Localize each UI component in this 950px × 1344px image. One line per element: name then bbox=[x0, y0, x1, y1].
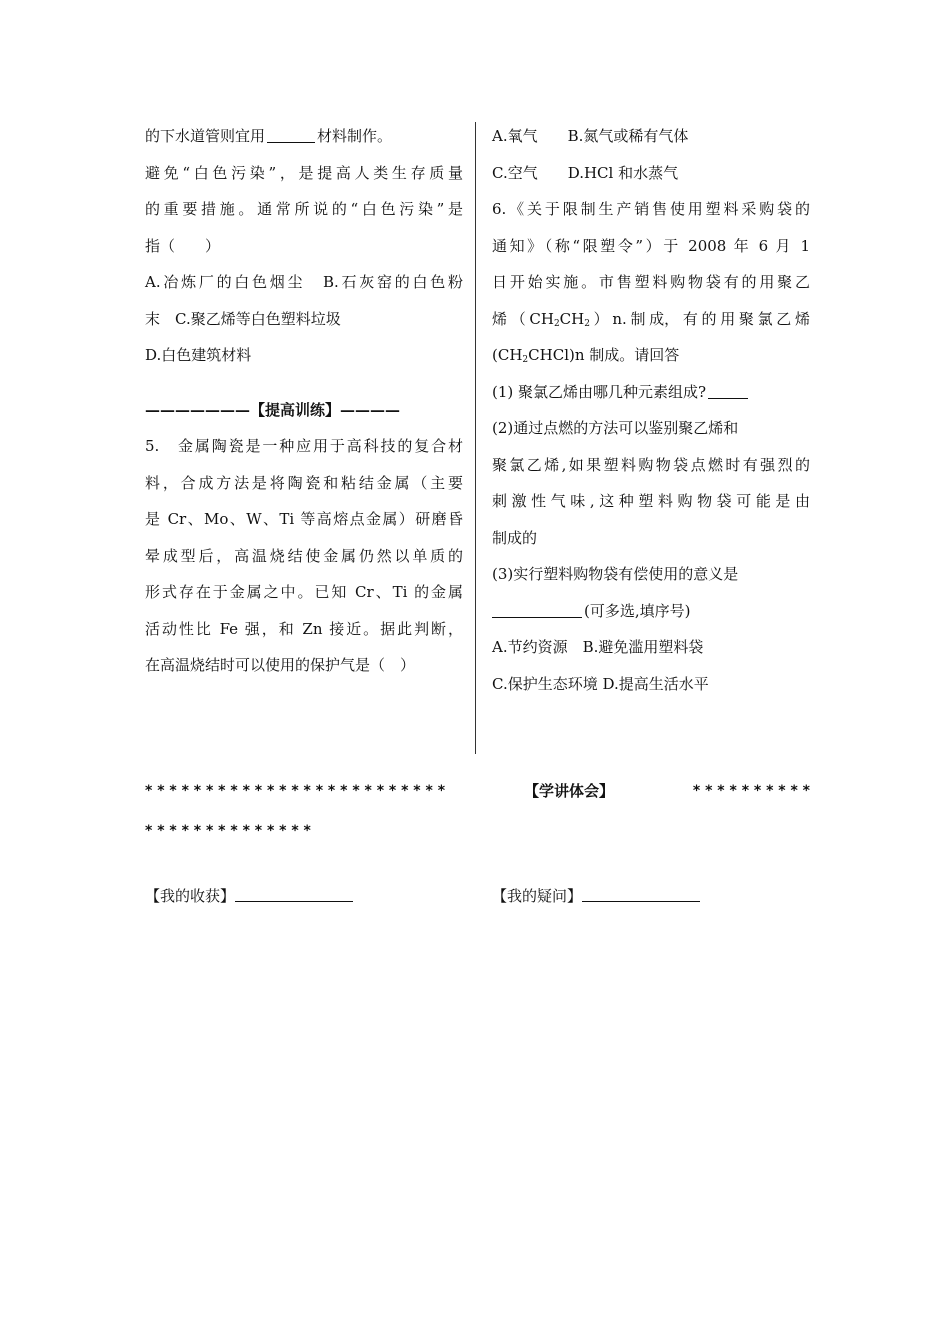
question-line: (3)实行塑料购物袋有偿使用的意义是 bbox=[492, 565, 739, 583]
option-line: 末 C.聚乙烯等白色塑料垃圾 bbox=[145, 309, 341, 328]
question-line: 制成的 bbox=[492, 528, 538, 547]
question-line: 烯 （ $CH_2CH_2$ ） n. 制 成， 有 的 用 聚 氯 乙 烯 bbox=[492, 309, 810, 329]
text-line: 指（ ） bbox=[145, 236, 221, 255]
question-line: 晕成型后，高温烧结使金属仍然以单质的 bbox=[145, 546, 463, 565]
my-question: 【我的疑问】 bbox=[492, 885, 700, 906]
answer-blank[interactable] bbox=[708, 382, 748, 399]
stars-line: * * * * * * * * * * * * * * bbox=[145, 823, 311, 839]
text-line: 避免“白色污染”，是提高人类生存质量 bbox=[145, 163, 463, 182]
text-line: 的重要措施。通常所说的“白色污染”是 bbox=[145, 200, 463, 218]
question-line: $(CH_2CHCl)n$ 制成。请回答 bbox=[492, 346, 680, 365]
stars-line: * * * * * * * * * * * * * * * * * * * * * * * * * 【学讲体会】 * * * * * * * * * * bbox=[145, 782, 810, 800]
my-gain: 【我的收获】 bbox=[145, 885, 353, 906]
question-line: 是 Cr、Mo、W、Ti 等高熔点金属）研磨昏 bbox=[145, 510, 463, 528]
question-line: 5. 金属陶瓷是一种应用于高科技的复合材 bbox=[145, 437, 463, 455]
question-line: 通知》（称“限塑令”）于 2008 年 6 月 1 bbox=[492, 236, 810, 255]
question-line: 在高温烧结时可以使用的保护气是（ ） bbox=[145, 656, 416, 674]
question-line: (2)通过点燃的方法可以鉴别聚乙烯和 bbox=[492, 419, 739, 437]
question-line: 刺激性气味,这种塑料购物袋可能是由 bbox=[492, 492, 810, 510]
question-line: (1) 聚氯乙烯由哪几种元素组成? bbox=[492, 374, 810, 411]
answer-blank[interactable] bbox=[492, 601, 582, 618]
gain-blank[interactable] bbox=[235, 887, 353, 902]
question-line: 聚氯乙烯,如果塑料购物袋点燃时有强烈的 bbox=[492, 455, 810, 474]
column-divider bbox=[475, 122, 476, 754]
right-column bbox=[492, 118, 810, 702]
question-line: 6.《关于限制生产销售使用塑料采购袋的 bbox=[492, 200, 810, 218]
text-line: 的下水道管则宜用 材料制作。 bbox=[145, 127, 393, 145]
option-line: A.节约资源 B.避免滥用塑料袋 bbox=[492, 638, 704, 656]
option-line: A.氧气 B.氮气或稀有气体 bbox=[492, 127, 689, 145]
section-heading: ———————【提高训练】———— bbox=[145, 400, 401, 419]
question-line: 料，合成方法是将陶瓷和粘结金属（主要 bbox=[145, 473, 463, 492]
option-line: D.白色建筑材料 bbox=[145, 346, 252, 364]
option-line: A.冶炼厂的白色烟尘 B.石灰窑的白色粉 bbox=[145, 273, 463, 291]
question-blank[interactable] bbox=[582, 887, 700, 902]
option-line: C.保护生态环境 D.提高生活水平 bbox=[492, 674, 709, 693]
question-line: 日开始实施。市售塑料购物袋有的用聚乙 bbox=[492, 273, 810, 291]
question-line: 形式存在于金属之中。已知 Cr、Ti 的金属 bbox=[145, 583, 463, 601]
left-column bbox=[145, 118, 463, 684]
option-line: C.空气 D.HCl 和水蒸气 bbox=[492, 163, 679, 182]
reflection-title: 【学讲体会】 bbox=[523, 782, 614, 800]
answer-blank[interactable] bbox=[267, 126, 315, 143]
question-line: (可多选,填序号) bbox=[492, 593, 810, 630]
question-line: 活动性比 Fe 强，和 Zn 接近。据此判断， bbox=[145, 619, 463, 638]
